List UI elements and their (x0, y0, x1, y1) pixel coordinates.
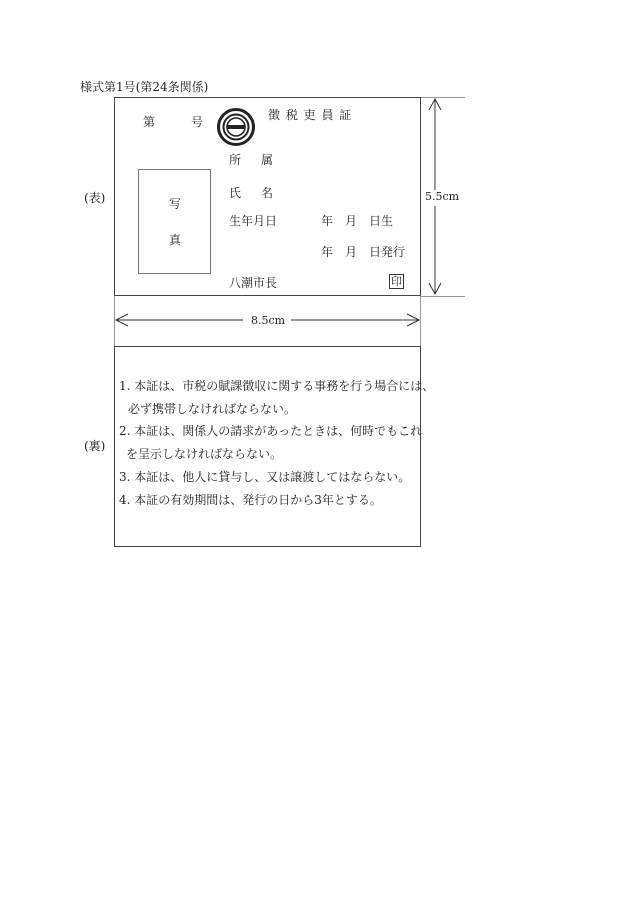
height-extension-bottom (421, 296, 465, 297)
number-go-label: 号 (191, 115, 204, 129)
width-extension-right (420, 296, 421, 346)
note-item-3: 3. 本証は、他人に貸与し、又は譲渡してはならない。 (119, 470, 411, 484)
birth-day-label: 日生 (369, 214, 394, 228)
photo-label-char2: 真 (169, 233, 182, 247)
seal-box (389, 274, 404, 289)
name-label-char1: 氏 (229, 186, 242, 200)
note-item-4: 4. 本証の有効期間は、発行の日から3年とする。 (119, 493, 382, 507)
issuer-label: 八潮市長 (229, 276, 278, 290)
photo-label-char1: 写 (169, 197, 182, 211)
note-item-2-line2: を呈示しなければならない。 (126, 447, 283, 461)
note-item-1-line1: 1. 本証は、市税の賦課徴収に関する事務を行う場合には、 (119, 379, 435, 393)
height-dimension-label: 5.5cm (425, 190, 460, 203)
issue-year-label: 年 (321, 245, 334, 259)
birth-month-label: 月 (345, 214, 358, 228)
card-title: 徴 税 吏 員 証 (268, 108, 353, 122)
id-card-back (114, 346, 435, 547)
seal-char: 印 (391, 275, 402, 288)
note-item-2-line1: 2. 本証は、関係人の請求があったときは、何時でもこれ (119, 424, 423, 438)
affiliation-label-char1: 所 (229, 153, 242, 167)
birth-year-label: 年 (321, 214, 334, 228)
issue-day-label: 日発行 (369, 245, 406, 259)
form-title: 様式第1号(第24条関係) (80, 80, 209, 94)
photo-area (138, 169, 211, 274)
back-side-label: (裏) (84, 439, 106, 453)
affiliation-label-char2: 属 (261, 153, 274, 167)
birthdate-label: 生年月日 (229, 214, 278, 228)
number-dai-label: 第 (143, 115, 156, 129)
city-emblem-icon (217, 108, 255, 146)
note-item-1-line2: 必ず携帯しなければならない。 (128, 402, 297, 416)
name-label-char2: 名 (261, 186, 274, 200)
id-card-front (114, 97, 421, 296)
issue-month-label: 月 (345, 245, 358, 259)
width-dimension-label: 8.5cm (251, 314, 286, 327)
front-side-label: (表) (84, 191, 106, 205)
